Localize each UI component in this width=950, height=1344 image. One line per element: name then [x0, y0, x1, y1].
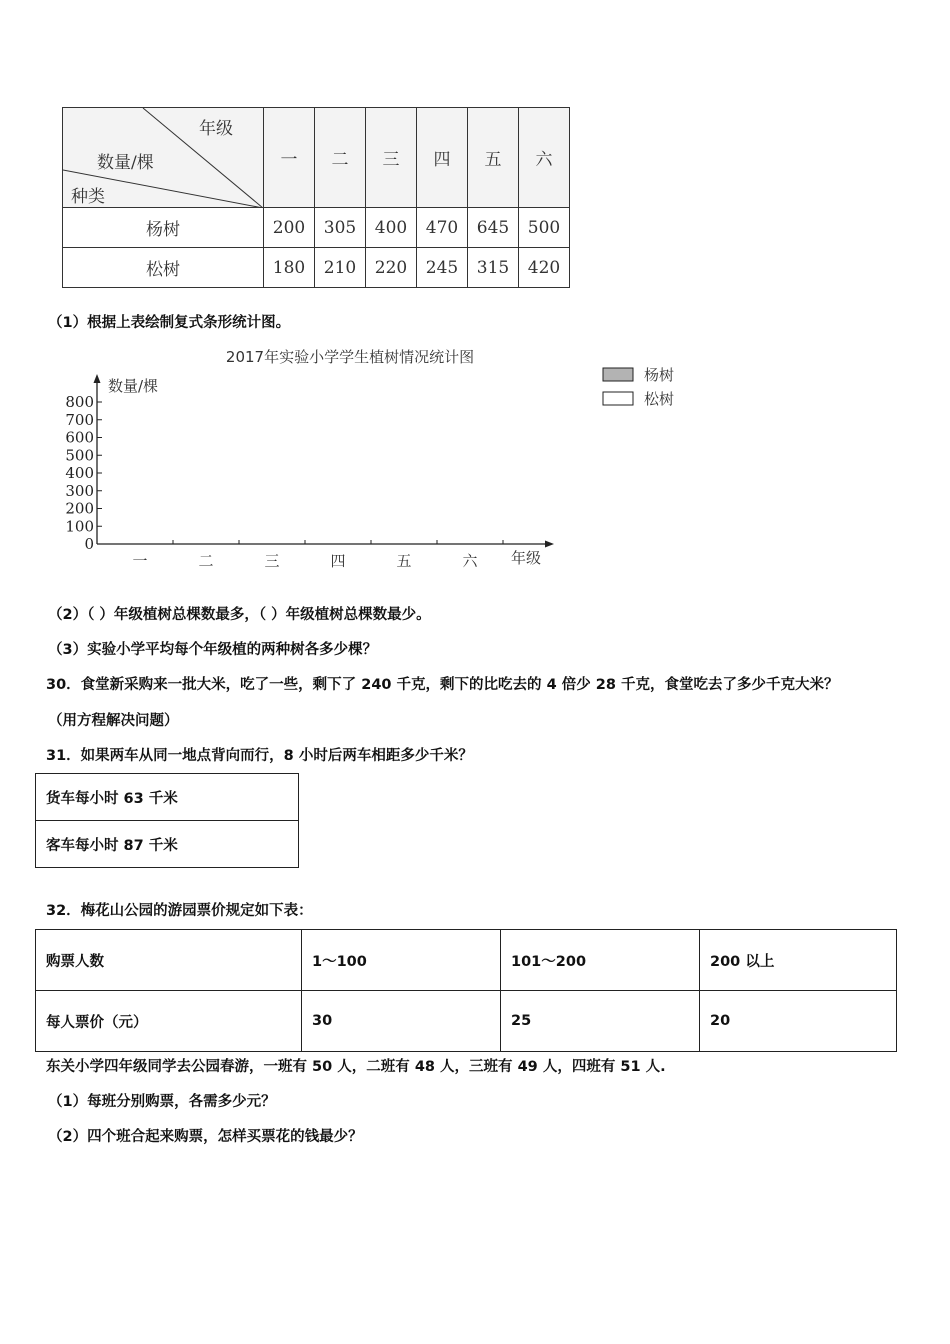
- table-cell: 645: [468, 208, 519, 248]
- y-tick-label: 300: [65, 481, 94, 500]
- table-cell: 每人票价（元）: [36, 991, 302, 1052]
- y-tick-label: 500: [65, 446, 94, 465]
- header-quantity: 数量/棵: [97, 153, 154, 173]
- x-axis-arrow: [545, 541, 554, 548]
- y-tick-label: 0: [84, 535, 94, 553]
- y-axis-arrow: [94, 374, 101, 383]
- question-31: 31．如果两车从同一地点背向而行，8 小时后两车相距多少千米？: [46, 748, 473, 764]
- row-label: 松树: [63, 248, 264, 288]
- legend-label-poplar: 杨树: [644, 366, 675, 384]
- header-type: 种类: [71, 187, 105, 207]
- grade-header: 六: [519, 108, 570, 208]
- question-30-note: （用方程解决问题）: [48, 713, 179, 729]
- table-row: [63, 248, 570, 288]
- grade-header: 四: [417, 108, 468, 208]
- truck-speed: 货车每小时 63 千米: [36, 774, 299, 821]
- y-tick-label: 800: [65, 393, 94, 411]
- bar-chart: [40, 340, 700, 580]
- legend-swatch-poplar: [603, 368, 633, 381]
- bus-speed: 客车每小时 87 千米: [36, 821, 299, 868]
- table-header: 101～200: [501, 930, 700, 991]
- y-tick-label: 100: [65, 517, 94, 536]
- table-row: [63, 208, 570, 248]
- question-32-text: 东关小学四年级同学去公园春游，一班有 50 人，二班有 48 人，三班有 49 人，四班有 51 人.: [46, 1059, 666, 1075]
- table-cell: 180: [264, 248, 315, 288]
- question-32-2: （2）四个班合起来购票，怎样买票花的钱最少？: [48, 1129, 363, 1145]
- table-cell: 470: [417, 208, 468, 248]
- table-cell: 420: [519, 248, 570, 288]
- grade-header: 一: [264, 108, 315, 208]
- table-cell: 20: [700, 991, 897, 1052]
- table-cell: 315: [468, 248, 519, 288]
- row-label: 杨树: [63, 208, 264, 248]
- y-tick-label: 700: [65, 410, 94, 429]
- table-header: 200 以上: [700, 930, 897, 991]
- x-axis-label: 年级: [511, 549, 542, 567]
- table-row: [36, 774, 299, 821]
- y-tick-label: 200: [65, 499, 94, 518]
- table-header: 购票人数: [36, 930, 302, 991]
- table-cell: 305: [315, 208, 366, 248]
- table-cell: 245: [417, 248, 468, 288]
- question-30: 30．食堂新采购来一批大米，吃了一些，剩下了 240 千克，剩下的比吃去的 4 倍少 28 千克，食堂吃去了多少千克大米？: [46, 677, 839, 693]
- question-29-3: （3）实验小学平均每个年级植的两种树各多少棵？: [48, 642, 378, 658]
- table-cell: 500: [519, 208, 570, 248]
- table-row: [36, 930, 897, 991]
- y-tick-label: 600: [65, 428, 94, 447]
- x-category-label: 二: [198, 552, 214, 570]
- table-row: [36, 991, 897, 1052]
- question-32: 32．梅花山公园的游园票价规定如下表：: [46, 903, 313, 919]
- y-tick-label: 400: [65, 464, 94, 482]
- ticket-price-table: [35, 929, 897, 1052]
- x-category-label: 五: [396, 552, 412, 570]
- table-cell: 25: [501, 991, 700, 1052]
- question-32-1: （1）每班分别购票，各需多少元？: [48, 1094, 276, 1110]
- vehicle-speed-table: [35, 773, 299, 868]
- table-corner-header: [63, 108, 264, 208]
- y-axis-label: 数量/棵: [108, 377, 159, 395]
- grade-header: 二: [315, 108, 366, 208]
- table-cell: 220: [366, 248, 417, 288]
- grade-header: 五: [468, 108, 519, 208]
- grade-header: 三: [366, 108, 417, 208]
- table-row: [36, 821, 299, 868]
- chart-title: 2017年实验小学学生植树情况统计图: [225, 348, 475, 366]
- legend-swatch-pine: [603, 392, 633, 405]
- table-cell: 210: [315, 248, 366, 288]
- header-grade: 年级: [199, 119, 233, 139]
- table-header: 1～100: [302, 930, 501, 991]
- question-29-2: （2）（ ）年级植树总棵数最多，（ ）年级植树总棵数最少。: [48, 607, 431, 623]
- table-cell: 30: [302, 991, 501, 1052]
- table-cell: 200: [264, 208, 315, 248]
- tree-table: [62, 107, 570, 288]
- x-category-label: 四: [330, 552, 346, 570]
- table-cell: 400: [366, 208, 417, 248]
- question-29-1: （1）根据上表绘制复式条形统计图。: [48, 315, 291, 331]
- x-category-label: 六: [462, 552, 478, 570]
- legend-label-pine: 松树: [644, 390, 675, 408]
- x-category-label: 三: [264, 552, 280, 570]
- x-category-label: 一: [132, 552, 148, 570]
